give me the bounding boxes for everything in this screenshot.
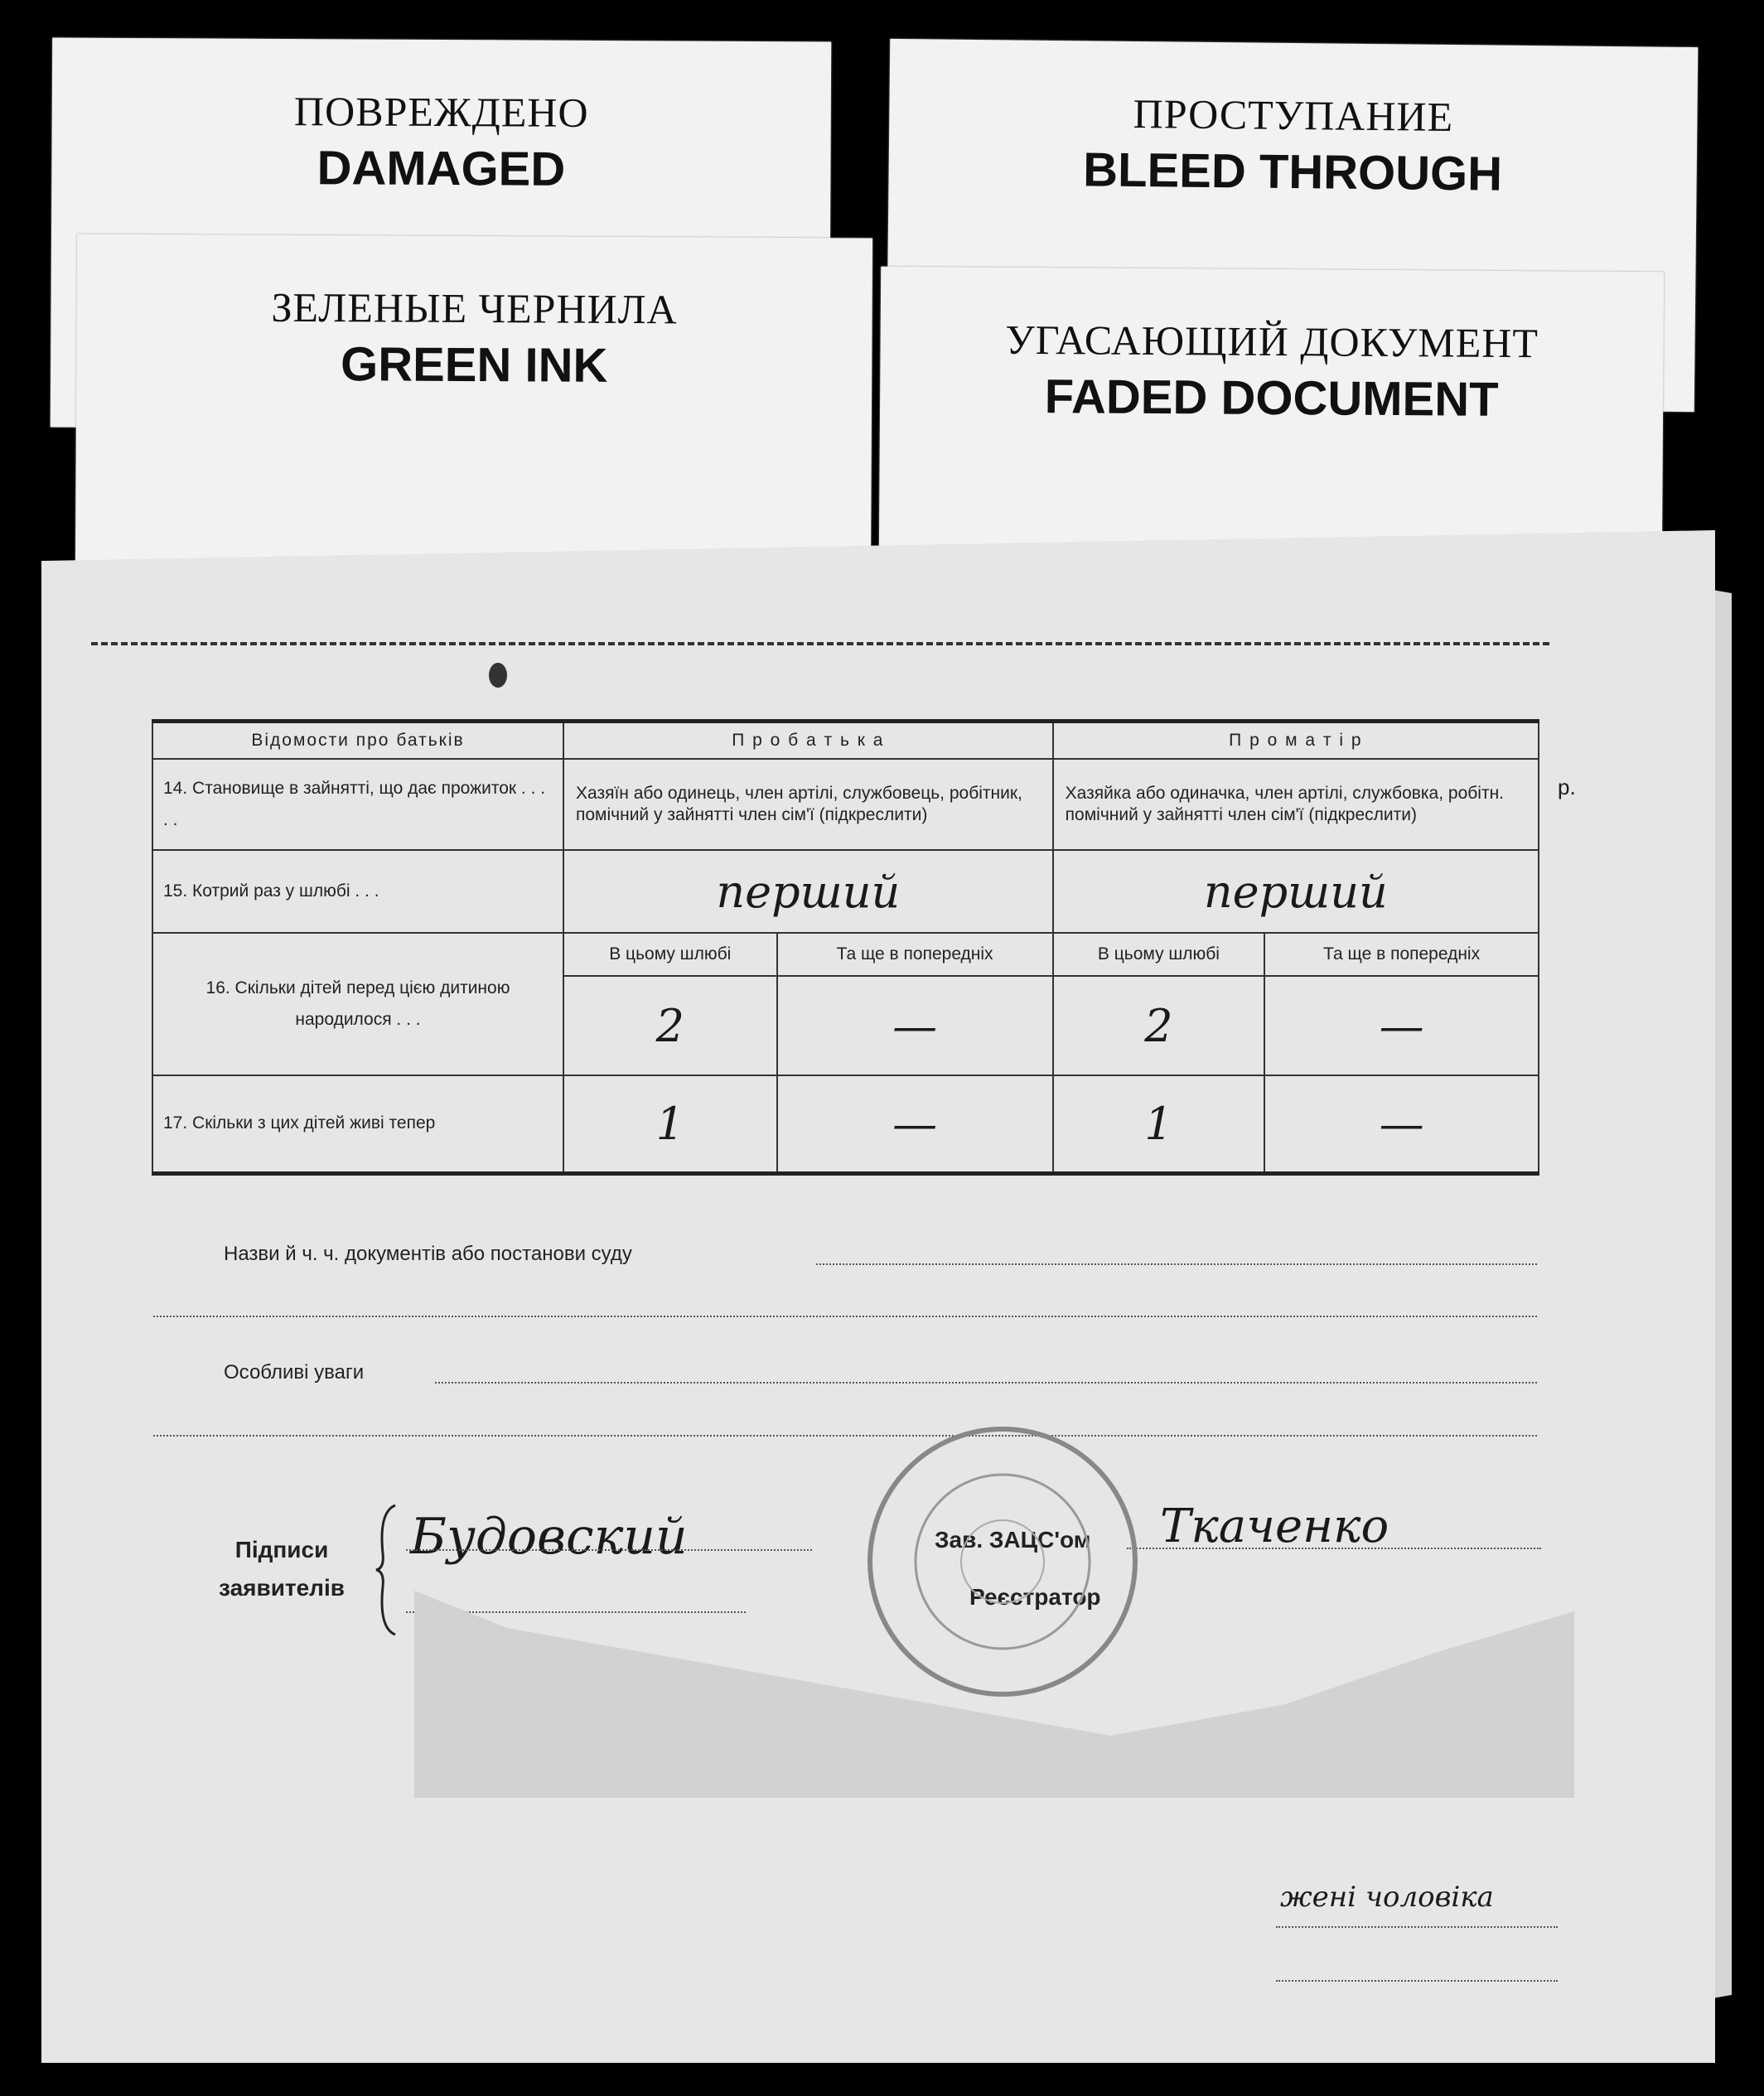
- card-en-text: GREEN INK: [340, 337, 608, 393]
- documents-label: Назви й ч. ч. документів або постанови суду: [224, 1243, 632, 1265]
- documents-line-2: [153, 1316, 1537, 1317]
- head-signature: Ткаченко: [1160, 1500, 1389, 1553]
- card-green-ink: [75, 234, 872, 569]
- margin-handwriting: жені чоловіка: [1280, 1881, 1494, 1914]
- notes-line-2: [153, 1435, 1537, 1437]
- row15-mother-hand: перший: [1053, 850, 1539, 933]
- subhead-father-this: В цьому шлюбі: [563, 933, 777, 976]
- row16-label: 16. Скільки дітей перед цією дитиною народилося . . .: [152, 933, 563, 1075]
- row14-father: Хазяїн або одинець, член артілі, службовець, робітник, помічний у зайнятті член сім'ї (підкреслити): [563, 759, 1053, 850]
- margin-line: [1276, 1926, 1558, 1928]
- official-stamp: [862, 1421, 1143, 1702]
- subhead-father-previous: Та ще в попередніх: [777, 933, 1053, 976]
- head-label: Зав. ЗАЦС'ом: [935, 1527, 1091, 1553]
- card-ru-text: ПРОСТУПАНИЕ: [1133, 89, 1454, 141]
- header-father: П р о б а т ь к а: [563, 722, 1053, 760]
- card-ru-text: ПОВРЕЖДЕНО: [293, 88, 589, 136]
- card-en-text: FADED DOCUMENT: [1044, 369, 1499, 427]
- notes-line: [435, 1382, 1537, 1384]
- row16-value: —: [777, 976, 1053, 1075]
- row16-value: 2: [1053, 976, 1265, 1075]
- row17-label: 17. Скільки з цих дітей живі тепер: [152, 1075, 563, 1173]
- signatures-label: Підписи заявителів: [219, 1537, 345, 1601]
- card-en-text: DAMAGED: [317, 141, 566, 196]
- row17-value: 1: [1053, 1075, 1265, 1173]
- header-mother: П р о м а т і р: [1053, 722, 1539, 760]
- applicant-signature: Будовский: [410, 1508, 688, 1566]
- card-en-text: BLEED THROUGH: [1082, 142, 1503, 201]
- margin-line-2: [1276, 1980, 1558, 1982]
- perforation-line: [91, 642, 1549, 645]
- row15-father-hand: перший: [563, 850, 1053, 933]
- row15-label: 15. Котрий раз у шлюбі . . .: [152, 850, 563, 933]
- notes-label: Особливі уваги: [224, 1361, 365, 1384]
- row17-value: —: [777, 1075, 1053, 1173]
- subhead-mother-this: В цьому шлюбі: [1053, 933, 1265, 976]
- ink-blot: [489, 663, 507, 688]
- subhead-mother-previous: Та ще в попередніх: [1264, 933, 1539, 976]
- card-ru-text: ЗЕЛЕНЫЕ ЧЕРНИЛА: [271, 283, 678, 333]
- card-ru-text: УГАСАЮЩИЙ ДОКУМЕНТ: [1005, 316, 1539, 367]
- row14-label: 14. Становище в зайнятті, що дає прожиток . . . . .: [152, 759, 563, 850]
- right-fragment: р.: [1558, 775, 1576, 799]
- registrar-label: Реєстратор: [969, 1584, 1101, 1610]
- header-parents-info: Відомости про батьків: [152, 722, 563, 760]
- row17-value: —: [1264, 1075, 1539, 1173]
- parents-info-table: [152, 719, 1539, 1176]
- card-faded-document: [879, 267, 1664, 571]
- row16-value: —: [1264, 976, 1539, 1075]
- signature-brace: [375, 1504, 399, 1636]
- row14-mother: Хазяйка або одиначка, член артілі, службовка, робітн. помічний у зайнятті член сім'ї (підкреслити): [1053, 759, 1539, 850]
- row17-value: 1: [563, 1075, 777, 1173]
- row16-value: 2: [563, 976, 777, 1075]
- signature-line-1: [406, 1549, 812, 1551]
- documents-line: [816, 1263, 1537, 1265]
- head-line: [1127, 1548, 1541, 1549]
